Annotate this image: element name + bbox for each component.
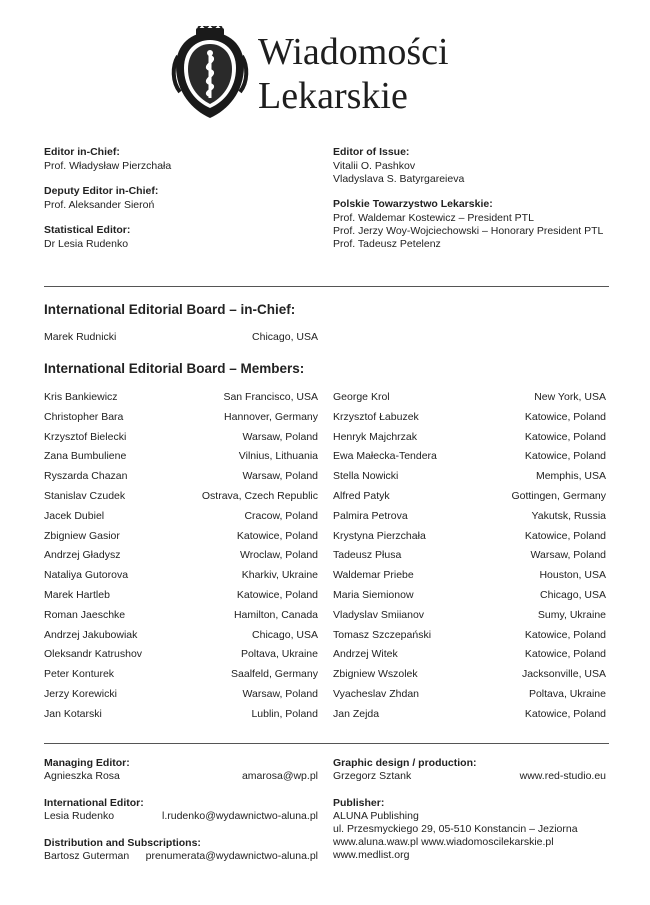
- board-member-row: [44, 647, 318, 661]
- editor-of-issue-label: Editor of Issue:: [333, 146, 410, 158]
- ptl-member: Prof. Waldemar Kostewicz – President PTL: [333, 212, 534, 224]
- member-name: Marek Rudnicki: [44, 331, 117, 343]
- member-name: Vyacheslav Zhdan: [333, 688, 419, 700]
- member-name: Ewa Małecka-Tendera: [333, 450, 437, 463]
- journal-crest-logo: [170, 26, 250, 122]
- member-city: Katowice, Poland: [524, 430, 606, 443]
- board-member-row: [333, 608, 606, 622]
- publisher-label: Publisher:: [333, 797, 385, 809]
- graphic-design-block: [333, 757, 606, 783]
- divider: [44, 743, 609, 744]
- member-city: Houston, USA: [539, 569, 606, 582]
- board-member-row: [333, 588, 606, 602]
- editor-in-chief-block: [44, 146, 171, 173]
- ptl-label: Polskie Towarzystwo Lekarskie:: [333, 198, 493, 210]
- distribution-email: prenumerata@wydawnictwo-aluna.pl: [145, 850, 318, 862]
- managing-editor-name: Agnieszka Rosa: [44, 770, 120, 782]
- member-name: George Krol: [333, 391, 390, 403]
- board-member-row: [333, 647, 606, 661]
- member-city: Hannover, Germany: [224, 410, 318, 423]
- member-city: Katowice, Poland: [524, 450, 606, 463]
- board-member-row: [44, 667, 318, 681]
- member-name: Zbigniew Gasior: [44, 529, 120, 542]
- board-member-row: [44, 469, 318, 483]
- graphic-design-label: Graphic design / production:: [333, 757, 477, 769]
- member-name: Krzysztof Bielecki: [44, 430, 127, 443]
- member-name: Jan Zejda: [333, 707, 380, 720]
- member-city: Katowice, Poland: [524, 648, 606, 661]
- member-name: Peter Konturek: [44, 668, 115, 681]
- member-city: Sumy, Ukraine: [537, 608, 606, 621]
- member-city: New York, USA: [534, 391, 606, 403]
- distribution-name: Bartosz Guterman: [44, 850, 130, 862]
- graphic-design-name: Grzegorz Sztank: [333, 770, 412, 782]
- board-member-row: [333, 628, 606, 642]
- statistical-editor-label: Statistical Editor:: [44, 224, 131, 236]
- member-name: Alfred Patyk: [333, 490, 390, 502]
- member-city: Hamilton, Canada: [233, 608, 318, 621]
- ptl-block: [333, 198, 603, 251]
- member-name: Andrzej Gładysz: [44, 549, 121, 562]
- editor-of-issue-name: Vitalii O. Pashkov: [333, 160, 416, 172]
- international-editor-label: International Editor:: [44, 797, 144, 809]
- member-city: Yakutsk, Russia: [531, 509, 606, 522]
- board-member-row: [44, 430, 318, 444]
- editor-in-chief-name: Prof. Władysław Pierzchała: [44, 160, 172, 172]
- member-name: Krystyna Pierzchała: [333, 529, 426, 542]
- member-city: Lublin, Poland: [251, 707, 318, 720]
- member-city: San Francisco, USA: [223, 391, 318, 403]
- member-name: Henryk Majchrzak: [333, 430, 418, 443]
- board-member-row: [44, 687, 318, 701]
- managing-editor-label: Managing Editor:: [44, 757, 130, 769]
- member-name: Krzysztof Łabuzek: [333, 410, 419, 423]
- board-member-row: [333, 529, 606, 543]
- journal-title-line1: Wiadomości: [258, 31, 449, 73]
- international-editor-name: Lesia Rudenko: [44, 810, 115, 822]
- member-name: Jerzy Korewicki: [44, 688, 117, 700]
- member-city: Katowice, Poland: [524, 707, 606, 720]
- board-member-row: [333, 489, 606, 503]
- member-name: Maria Siemionow: [333, 589, 414, 601]
- board-chief-heading: International Editorial Board – in-Chief:: [44, 302, 296, 317]
- board-member-row: [44, 410, 318, 424]
- member-name: Oleksandr Katrushov: [44, 648, 143, 661]
- member-city: Poltava, Ukraine: [528, 688, 606, 700]
- board-member-row: [333, 548, 606, 562]
- member-city: Katowice, Poland: [524, 410, 606, 423]
- board-member-row: [333, 687, 606, 701]
- statistical-editor-block: [44, 224, 130, 251]
- board-member-row: [44, 548, 318, 562]
- member-city: Katowice, Poland: [524, 628, 606, 641]
- board-member-row: [44, 449, 318, 463]
- member-name: Jacek Dubiel: [44, 509, 105, 522]
- member-name: Kris Bankiewicz: [44, 391, 118, 403]
- publisher-line: www.aluna.waw.pl www.wiadomoscilekarskie.pl: [333, 836, 554, 848]
- board-member-row: [333, 449, 606, 463]
- member-name: Christopher Bara: [44, 410, 124, 423]
- board-member-row: [333, 469, 606, 483]
- statistical-editor-name: Dr Lesia Rudenko: [44, 238, 129, 250]
- member-city: Ostrava, Czech Republic: [201, 490, 318, 502]
- member-name: Ryszarda Chazan: [44, 470, 128, 483]
- member-city: Vilnius, Lithuania: [238, 450, 318, 463]
- international-editor-block: [44, 797, 318, 823]
- member-city: Jacksonville, USA: [521, 668, 606, 681]
- publisher-block: [333, 797, 606, 862]
- graphic-design-website: www.red-studio.eu: [519, 770, 606, 782]
- member-city: Saalfeld, Germany: [231, 668, 318, 681]
- member-city: Warsaw, Poland: [242, 470, 318, 483]
- member-name: Nataliya Gutorova: [44, 569, 129, 582]
- board-member-row: [44, 628, 318, 642]
- member-name: Zbigniew Wszolek: [333, 668, 418, 681]
- board-member-row: [44, 529, 318, 543]
- member-city: Warsaw, Poland: [242, 688, 318, 700]
- board-member-row: [44, 390, 318, 404]
- member-name: Tomasz Szczepański: [333, 628, 432, 641]
- member-name: Jan Kotarski: [44, 707, 102, 720]
- board-member-row: [44, 568, 318, 582]
- member-city: Wroclaw, Poland: [239, 549, 318, 562]
- member-city: Chicago, USA: [252, 331, 318, 343]
- board-member-row: [44, 608, 318, 622]
- board-member-row: [333, 509, 606, 523]
- board-member-row: [333, 568, 606, 582]
- member-city: Chicago, USA: [252, 628, 318, 641]
- divider: [44, 286, 609, 287]
- member-name: Roman Jaeschke: [44, 608, 126, 621]
- publisher-line: www.medlist.org: [333, 849, 410, 861]
- international-editor-email: l.rudenko@wydawnictwo-aluna.pl: [162, 810, 318, 822]
- member-city: Cracow, Poland: [244, 509, 318, 522]
- member-name: Stella Nowicki: [333, 470, 399, 483]
- member-name: Palmira Petrova: [333, 509, 408, 522]
- editor-in-chief-label: Editor in-Chief:: [44, 146, 120, 158]
- ptl-member: Prof. Jerzy Woy-Wojciechowski – Honorary President PTL: [333, 225, 604, 237]
- member-name: Zana Bumbuliene: [44, 450, 127, 463]
- editor-of-issue-name: Vladyslava S. Batyrgareieva: [333, 173, 465, 185]
- journal-title: [258, 30, 449, 118]
- board-member-row: [44, 509, 318, 523]
- member-city: Kharkiv, Ukraine: [241, 569, 318, 582]
- member-city: Warsaw, Poland: [530, 549, 606, 562]
- member-city: Poltava, Ukraine: [240, 648, 318, 661]
- board-member-row: [333, 707, 606, 721]
- board-member-row: [333, 667, 606, 681]
- member-name: Andrzej Jakubowiak: [44, 628, 138, 641]
- board-member-row: [44, 489, 318, 503]
- member-city: Chicago, USA: [540, 589, 606, 601]
- member-name: Stanislav Czudek: [44, 490, 126, 502]
- board-members-heading: International Editorial Board – Members:: [44, 361, 305, 376]
- member-city: Katowice, Poland: [236, 589, 318, 601]
- member-name: Marek Hartleb: [44, 589, 110, 601]
- board-member-row: [44, 588, 318, 602]
- member-city: Memphis, USA: [535, 470, 606, 483]
- deputy-editor-block: [44, 185, 158, 212]
- publisher-line: ALUNA Publishing: [333, 810, 419, 822]
- member-city: Katowice, Poland: [236, 529, 318, 542]
- board-member-row: [333, 390, 606, 404]
- board-chief-row: [44, 330, 318, 344]
- distribution-block: [44, 837, 318, 863]
- member-name: Vladyslav Smiianov: [333, 608, 425, 621]
- editor-of-issue-block: [333, 146, 464, 186]
- publisher-line: ul. Przesmyckiego 29, 05-510 Konstancin – Jeziorna: [333, 823, 578, 835]
- board-member-row: [44, 707, 318, 721]
- member-name: Waldemar Priebe: [333, 569, 414, 582]
- board-member-row: [333, 430, 606, 444]
- member-name: Andrzej Witek: [333, 648, 398, 661]
- deputy-editor-name: Prof. Aleksander Sieroń: [44, 199, 155, 211]
- member-city: Katowice, Poland: [524, 529, 606, 542]
- ptl-member: Prof. Tadeusz Petelenz: [333, 238, 441, 250]
- managing-editor-block: [44, 757, 318, 783]
- deputy-editor-label: Deputy Editor in-Chief:: [44, 185, 159, 197]
- board-member-row: [333, 410, 606, 424]
- managing-editor-email: amarosa@wp.pl: [241, 770, 318, 782]
- distribution-label: Distribution and Subscriptions:: [44, 837, 201, 849]
- member-city: Gottingen, Germany: [511, 490, 606, 502]
- member-name: Tadeusz Płusa: [333, 549, 402, 562]
- member-city: Warsaw, Poland: [242, 430, 318, 443]
- journal-title-line2: Lekarskie: [258, 75, 408, 117]
